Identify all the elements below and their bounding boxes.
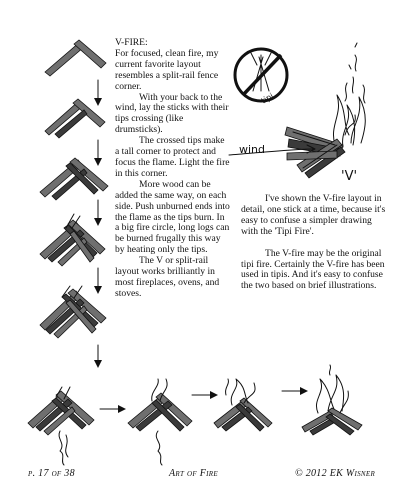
step-2-sticks [45, 99, 105, 138]
down-arrow-icon [94, 140, 102, 166]
page-number: p. 17 of 38 [28, 468, 75, 479]
section-heading: V-FIRE: [115, 37, 148, 48]
v-label: 'V' [341, 169, 358, 184]
copyright: © 2012 EK Wisner [295, 468, 376, 479]
burn-stage-3 [214, 379, 272, 431]
down-arrow-icon [94, 268, 102, 294]
v-fire-drawing [225, 35, 405, 210]
paragraph-4: More wood can be added the same way, on each side. Push unburned ends into the flame as the tips burn. In a big fire circle, long logs can be burned frugally this way by heating only the tips. [115, 178, 230, 256]
step-5-sticks [40, 286, 106, 338]
v-sticks [285, 127, 345, 178]
flames-icon [333, 43, 365, 147]
no-tipi-icon [235, 49, 287, 101]
side-paragraph-2: The V-fire may be the original tipi fire. Certainly the V-fire has been used in tipis. And it's easy to confuse the two based on brief illustrations. [241, 247, 385, 292]
burn-progression-illustration [0, 365, 411, 465]
paragraph-2: With your back to the wind, lay the sticks with their tips crossing (like drumsticks). [115, 91, 229, 136]
burn-stage-4 [302, 365, 362, 435]
paragraph-5: The V or split-rail layout works brilliantly in most fireplaces, ovens, and stoves. [115, 255, 220, 299]
right-arrow-icon [100, 405, 126, 413]
stick-steps-illustration [0, 0, 115, 370]
main-text-column [115, 38, 231, 300]
paragraph-3: The crossed tips make a tall corner to protect and focus the flame. Light the fire in this corner. [115, 135, 230, 179]
v-fire-illustration [225, 35, 405, 210]
burn-stage-1 [28, 387, 94, 465]
down-arrow-icon [94, 80, 102, 106]
step-diagrams-column [0, 0, 115, 370]
paragraph-1: For focused, clean fire, my current favorite layout resembles a split-rail fence corner. [115, 47, 219, 92]
side-paragraph-1: I've shown the V-fire layout in detail, one stick at a time, because it's easy to confuse a simpler drawing with the 'Tipi Fire'. [241, 193, 386, 237]
right-arrow-icon [192, 391, 218, 399]
page-footer [28, 468, 398, 482]
burn-progression-row [0, 365, 411, 465]
down-arrow-icon [94, 200, 102, 226]
book-title: Art of Fire [169, 468, 218, 479]
step-4-sticks [40, 214, 105, 266]
burn-stage-2 [128, 379, 192, 465]
no-tipi-label: tipi [259, 91, 276, 106]
right-arrow-icon [282, 387, 308, 395]
wind-label: wind [239, 143, 266, 156]
side-text-column [241, 194, 391, 292]
step-1-sticks [45, 40, 106, 76]
